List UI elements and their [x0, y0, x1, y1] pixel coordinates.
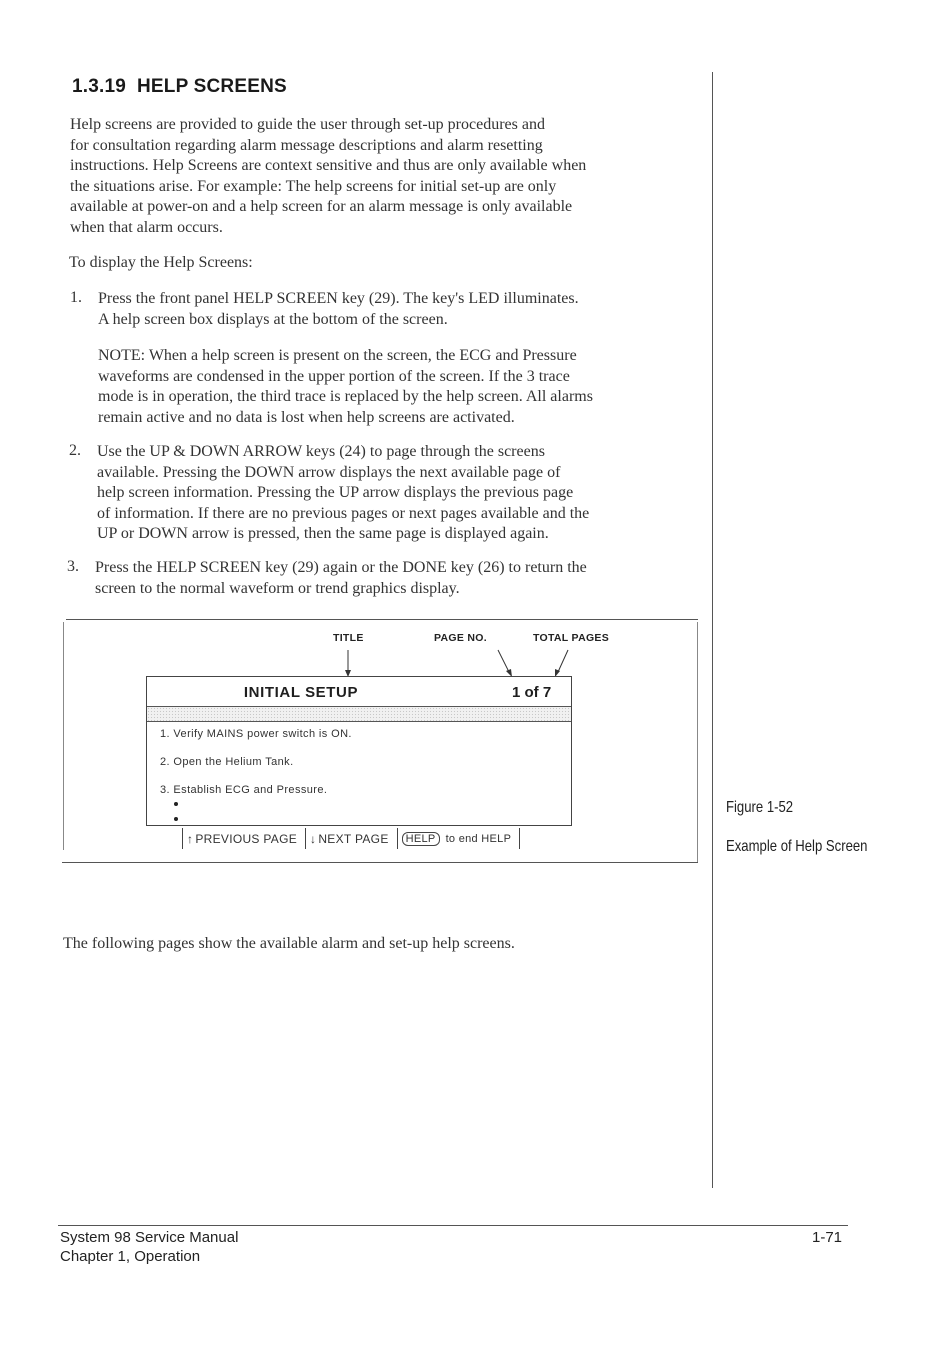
help-step-3: 3. Establish ECG and Pressure. — [160, 784, 328, 796]
total-pages-label: TOTAL PAGES — [533, 632, 610, 644]
section-heading — [72, 76, 287, 98]
intro-line: the situations arise. For example: The help screens for initial set-up are only — [70, 177, 557, 195]
footer-manual: System 98 Service Manual — [60, 1229, 239, 1246]
figure-left-rule — [63, 622, 64, 850]
total-pages-pointer — [558, 650, 568, 672]
step-line: UP or DOWN arrow is pressed, then the same page is displayed again. — [97, 525, 549, 542]
intro-line: available at power-on and a help screen for an alarm message is only available — [70, 198, 573, 215]
intro-paragraph — [70, 115, 586, 238]
note-line: waveforms are condensed in the upper portion of the screen. If the 3 trace — [98, 367, 570, 385]
down-arrow-icon: ↓ — [310, 831, 317, 846]
margin-rule — [712, 72, 713, 1188]
figure-bottom-rule — [62, 862, 698, 863]
figure-title: Example of Help Screen — [726, 838, 868, 855]
prev-page-label: PREVIOUS PAGE — [195, 831, 298, 846]
help-key-icon: HELP — [402, 832, 440, 846]
up-arrow-icon: ↑ — [187, 831, 194, 846]
step-line: help screen information. Pressing the UP arrow displays the previous page — [97, 484, 574, 501]
intro-line: when that alarm occurs. — [70, 218, 223, 236]
note-line: NOTE: When a help screen is present on the screen, the ECG and Pressure — [98, 347, 577, 364]
section-number: 1.3.19 — [72, 76, 127, 97]
section-title: HELP SCREENS — [137, 76, 287, 97]
step-line: of information. If there are no previous pages or next pages available and the — [97, 504, 590, 522]
next-page-label: NEXT PAGE — [318, 831, 389, 846]
page-number: 1-71 — [812, 1229, 843, 1246]
intro-line: instructions. Help Screens are context sensitive and thus are only available when — [70, 157, 587, 174]
help-screen-title: INITIAL SETUP — [243, 684, 359, 701]
step-number: 1. — [70, 289, 82, 306]
figure-top-rule — [66, 619, 698, 620]
page-indicator: 1 of 7 — [512, 684, 552, 701]
display-intro: To display the Help Screens: — [69, 254, 253, 271]
footer-rule — [58, 1225, 848, 1226]
step-line: Press the HELP SCREEN key (29) again or the DONE key (26) to return the — [95, 559, 587, 576]
step-2-text — [97, 442, 589, 545]
help-nav-bar — [182, 828, 520, 849]
intro-line: Help screens are provided to guide the user through set-up procedures and — [70, 116, 545, 133]
note-paragraph — [98, 346, 593, 428]
page-no-label: PAGE NO. — [434, 632, 487, 644]
step-line: A help screen box displays at the bottom of the screen. — [98, 310, 448, 328]
help-step-2: 2. Open the Helium Tank. — [160, 756, 294, 768]
closing-sentence: The following pages show the available alarm and set-up help screens. — [63, 935, 515, 952]
intro-line: for consultation regarding alarm message descriptions and alarm resetting — [70, 136, 543, 154]
step-3-text — [95, 558, 587, 599]
step-line: screen to the normal waveform or trend graphics display. — [95, 579, 460, 597]
continuation-dot — [174, 802, 178, 806]
help-step-1: 1. Verify MAINS power switch is ON. — [160, 728, 352, 740]
next-page-control[interactable] — [305, 828, 397, 849]
step-line: Use the UP & DOWN ARROW keys (24) to page through the screens — [97, 443, 545, 460]
footer-chapter: Chapter 1, Operation — [60, 1248, 201, 1265]
title-bar-shading — [147, 706, 571, 722]
title-label: TITLE — [333, 632, 364, 644]
end-help-control[interactable] — [397, 828, 521, 849]
end-help-label: to end HELP — [445, 832, 512, 845]
note-line: mode is in operation, the third trace is replaced by the help screen. All alarms — [98, 388, 593, 405]
figure-number: Figure 1-52 — [726, 799, 794, 816]
page-no-pointer — [498, 650, 509, 672]
note-line: remain active and no data is lost when help screens are activated. — [98, 408, 515, 426]
step-line: available. Pressing the DOWN arrow displays the next available page of — [97, 463, 561, 481]
pointer-arrows — [330, 646, 590, 680]
prev-page-control[interactable] — [182, 828, 305, 849]
figure-right-rule — [697, 622, 698, 862]
step-number: 2. — [69, 442, 81, 459]
step-line: Press the front panel HELP SCREEN key (29). The key's LED illuminates. — [98, 290, 579, 307]
step-number: 3. — [67, 558, 79, 575]
step-1-text — [98, 289, 579, 330]
continuation-dot — [174, 817, 178, 821]
